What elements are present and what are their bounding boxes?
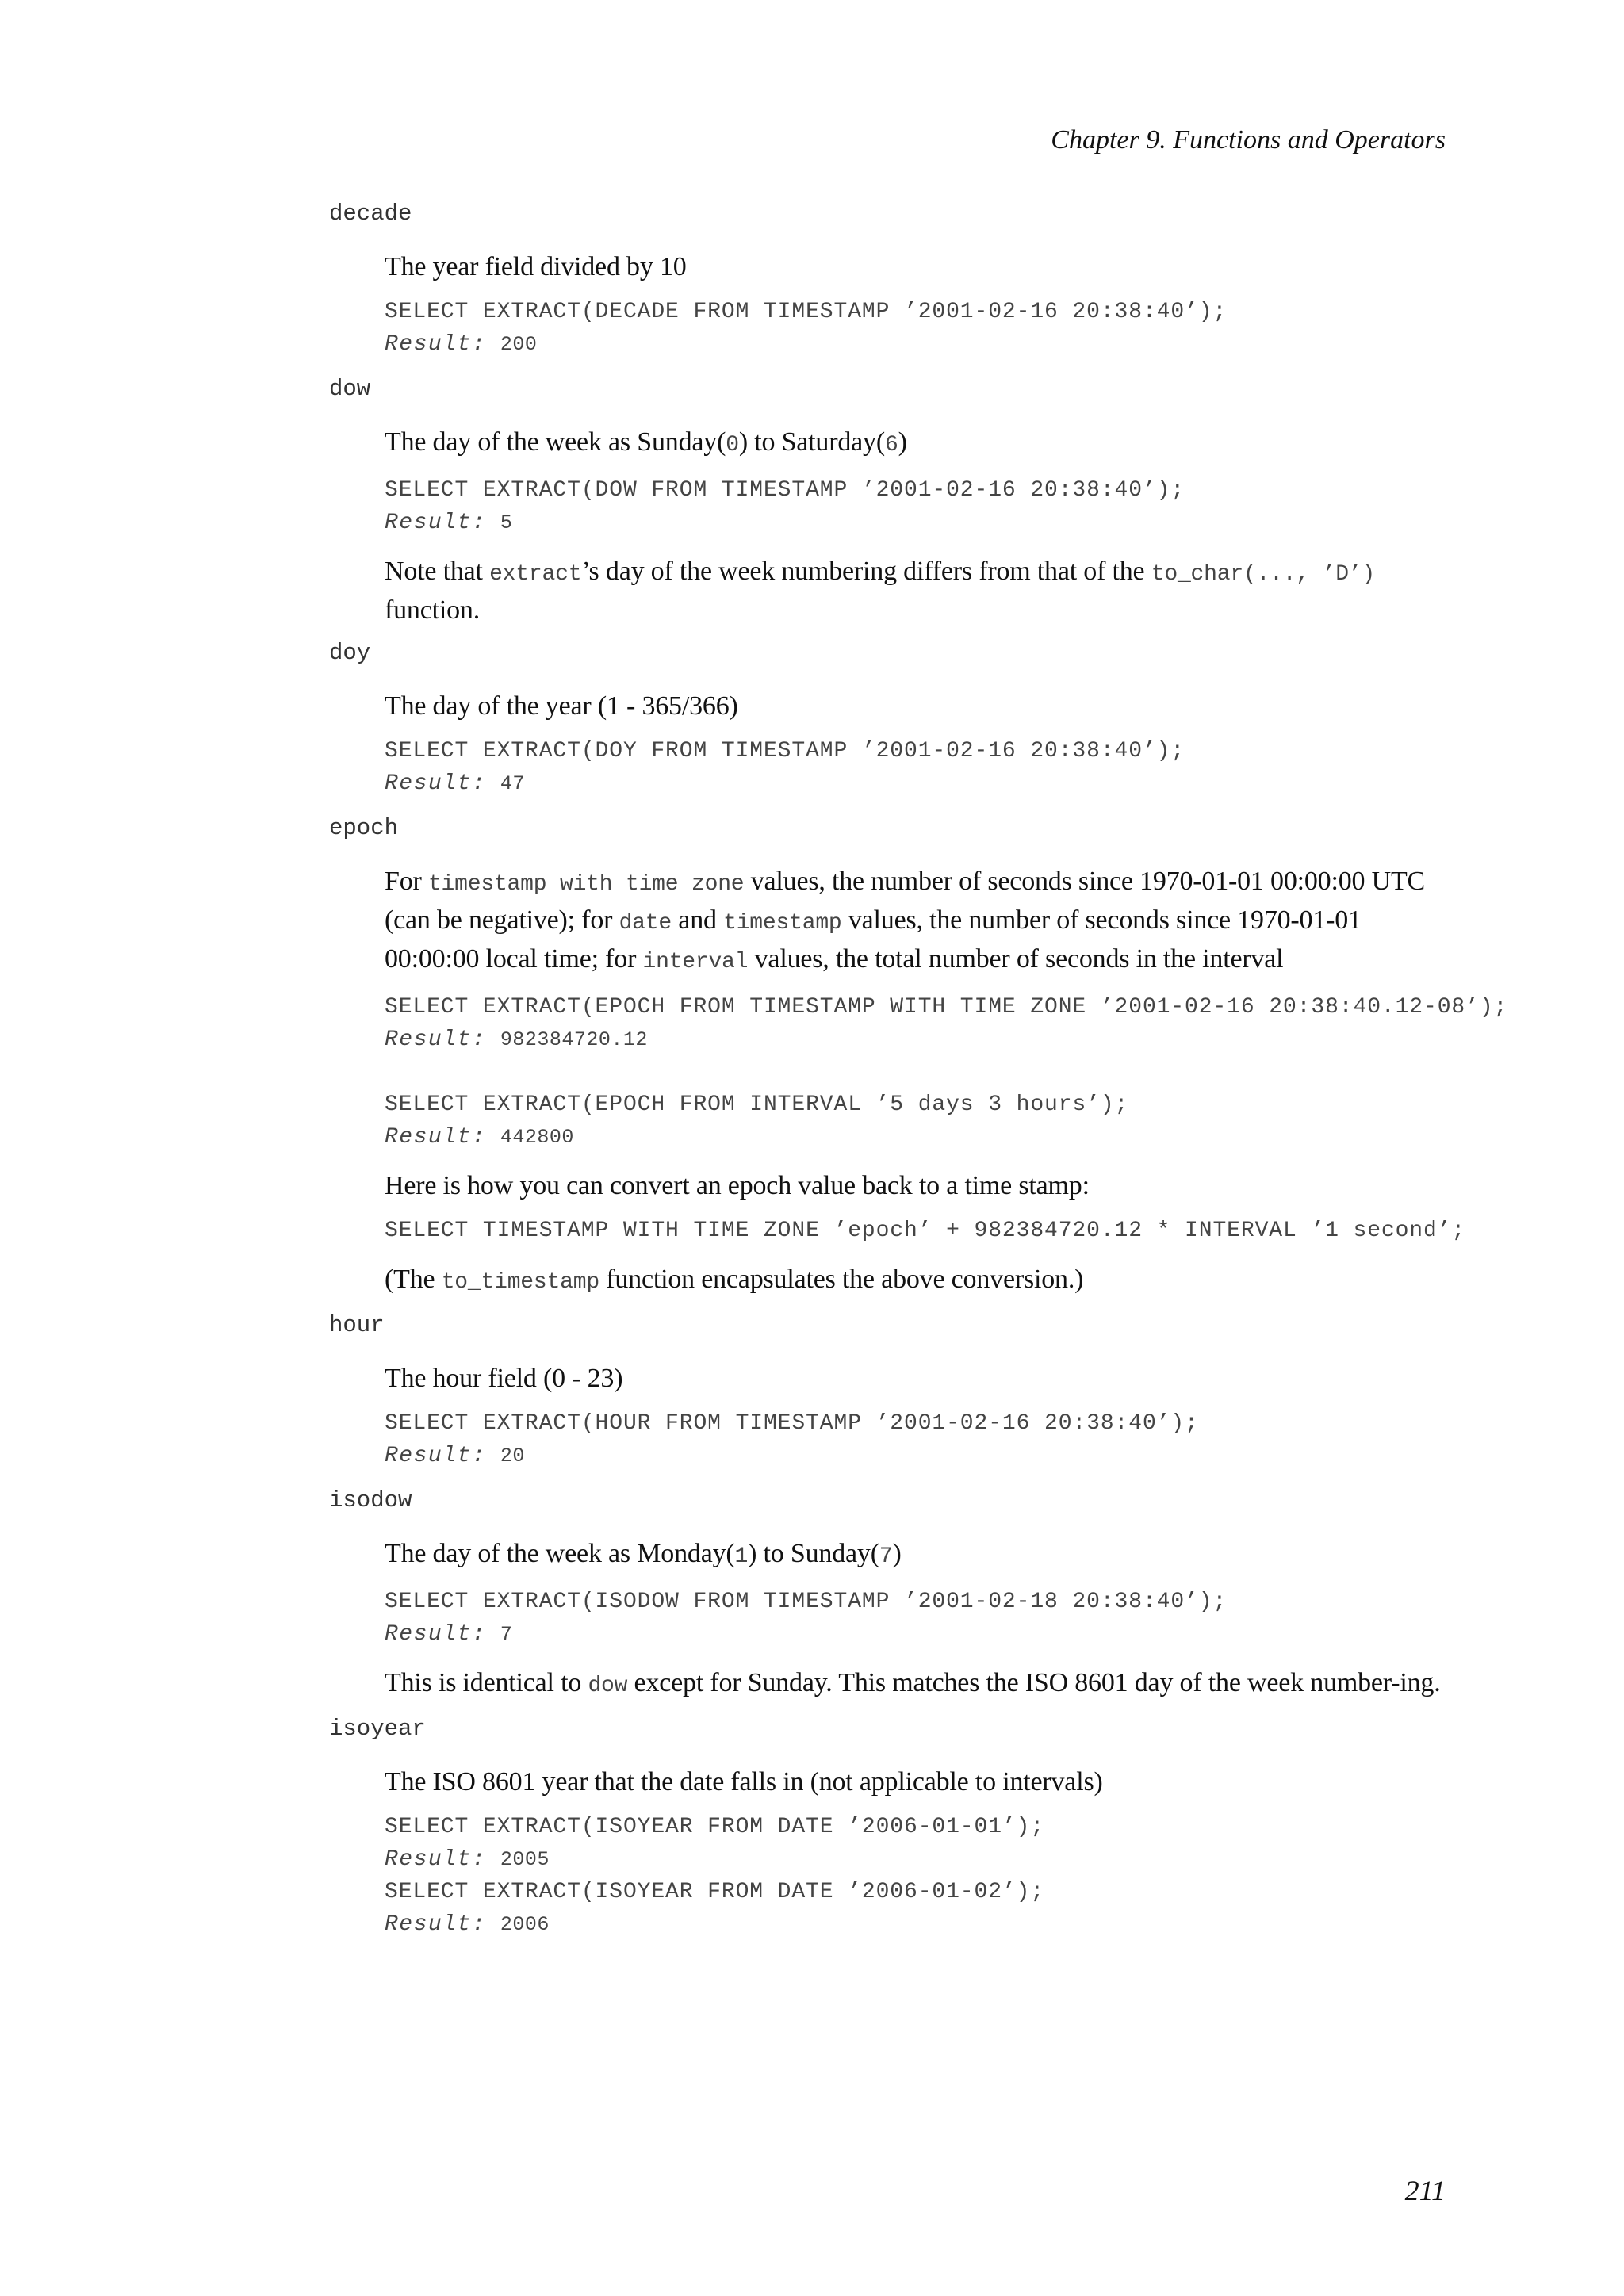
definition-isodow: [385, 1536, 1451, 1704]
result-value: 47: [500, 772, 525, 795]
definition-list: [329, 200, 1508, 1955]
term-doy: doy: [329, 640, 371, 666]
description: For timestamp with time zone values, the number of seconds since 1970-01-01 00:00:00 UTC (can be negative); for date and timestamp values, the number of seconds since 1970-01-01 00:00:00 local time; for interval values, the total number of seconds in the interval: [385, 867, 1426, 974]
sql-query: SELECT TIMESTAMP WITH TIME ZONE ’epoch’ + 982384720.12 * INTERVAL ’1 second’;: [385, 1219, 1466, 1243]
code-example: [385, 296, 1451, 361]
note: This is identical to dow except for Sunday. This matches the ISO 8601 day of the week number-ing.: [385, 1668, 1441, 1698]
result-value: 7: [500, 1623, 513, 1646]
result-label: Result:: [385, 1622, 487, 1647]
result-label: Result:: [385, 511, 487, 535]
sql-query: SELECT EXTRACT(EPOCH FROM TIMESTAMP WITH TIME ZONE ’2001-02-16 20:38:40.12-08’);: [385, 995, 1508, 1020]
result-label: Result:: [385, 1847, 487, 1872]
definition-epoch: [385, 863, 1508, 1300]
code-example: [385, 991, 1508, 1154]
result-value: 442800: [500, 1126, 574, 1149]
sql-query: SELECT EXTRACT(HOUR FROM TIMESTAMP ’2001-02-16 20:38:40’);: [385, 1411, 1199, 1436]
term-isoyear: isoyear: [329, 1716, 426, 1742]
code-example: [385, 1215, 1466, 1247]
definition-dow: [385, 424, 1451, 628]
running-header: Chapter 9. Functions and Operators: [1051, 125, 1446, 155]
definition-decade: [385, 249, 1451, 361]
code-example: [385, 474, 1451, 539]
definition-isoyear: [385, 1764, 1451, 1941]
definition-doy: [385, 688, 1451, 800]
code-example: [385, 735, 1451, 800]
convert-text: Here is how you can convert an epoch value back to a time stamp:: [385, 1171, 1090, 1200]
result-value: 200: [500, 333, 538, 356]
note: (The to_timestamp function encapsulates the above conversion.): [385, 1265, 1084, 1295]
code-example: [385, 1407, 1451, 1472]
description: The ISO 8601 year that the date falls in (not applicable to intervals): [385, 1767, 1103, 1797]
term-hour: hour: [329, 1312, 385, 1338]
result-value: 20: [500, 1445, 525, 1468]
result-value: 5: [500, 511, 513, 534]
code-example: [385, 1811, 1451, 1941]
sql-query: SELECT EXTRACT(ISODOW FROM TIMESTAMP ’2001-02-18 20:38:40’);: [385, 1590, 1228, 1614]
sql-query: SELECT EXTRACT(ISOYEAR FROM DATE ’2006-01-01’);: [385, 1815, 1045, 1839]
description: The day of the week as Monday(1) to Sunday(7): [385, 1539, 902, 1569]
term-isodow: isodow: [329, 1487, 412, 1513]
definition-hour: [385, 1360, 1451, 1472]
result-label: Result:: [385, 332, 487, 357]
sql-query: SELECT EXTRACT(EPOCH FROM INTERVAL ’5 days 3 hours’);: [385, 1093, 1129, 1117]
sql-query: SELECT EXTRACT(DECADE FROM TIMESTAMP ’2001-02-16 20:38:40’);: [385, 300, 1228, 324]
code-example: [385, 1586, 1451, 1651]
note: Note that extract’s day of the week numbering differs from that of the to_char(..., ’D’) function.: [385, 557, 1375, 625]
result-value: 2006: [500, 1913, 550, 1936]
description: The year field divided by 10: [385, 252, 687, 281]
result-label: Result:: [385, 1444, 487, 1468]
description: The day of the year (1 - 365/366): [385, 691, 738, 721]
description: The day of the week as Sunday(0) to Saturday(6): [385, 427, 907, 457]
description: The hour field (0 - 23): [385, 1364, 623, 1393]
term-decade: decade: [329, 201, 412, 227]
result-label: Result:: [385, 771, 487, 796]
result-label: Result:: [385, 1125, 487, 1150]
result-label: Result:: [385, 1027, 487, 1052]
term-dow: dow: [329, 376, 371, 402]
page-number: 211: [1404, 2175, 1446, 2206]
sql-query: SELECT EXTRACT(DOW FROM TIMESTAMP ’2001-02-16 20:38:40’);: [385, 478, 1185, 503]
sql-query: SELECT EXTRACT(DOY FROM TIMESTAMP ’2001-02-16 20:38:40’);: [385, 739, 1185, 763]
result-value: 982384720.12: [500, 1028, 648, 1051]
result-label: Result:: [385, 1912, 487, 1937]
term-epoch: epoch: [329, 815, 399, 841]
result-value: 2005: [500, 1848, 550, 1871]
sql-query: SELECT EXTRACT(ISOYEAR FROM DATE ’2006-01-02’);: [385, 1880, 1045, 1904]
